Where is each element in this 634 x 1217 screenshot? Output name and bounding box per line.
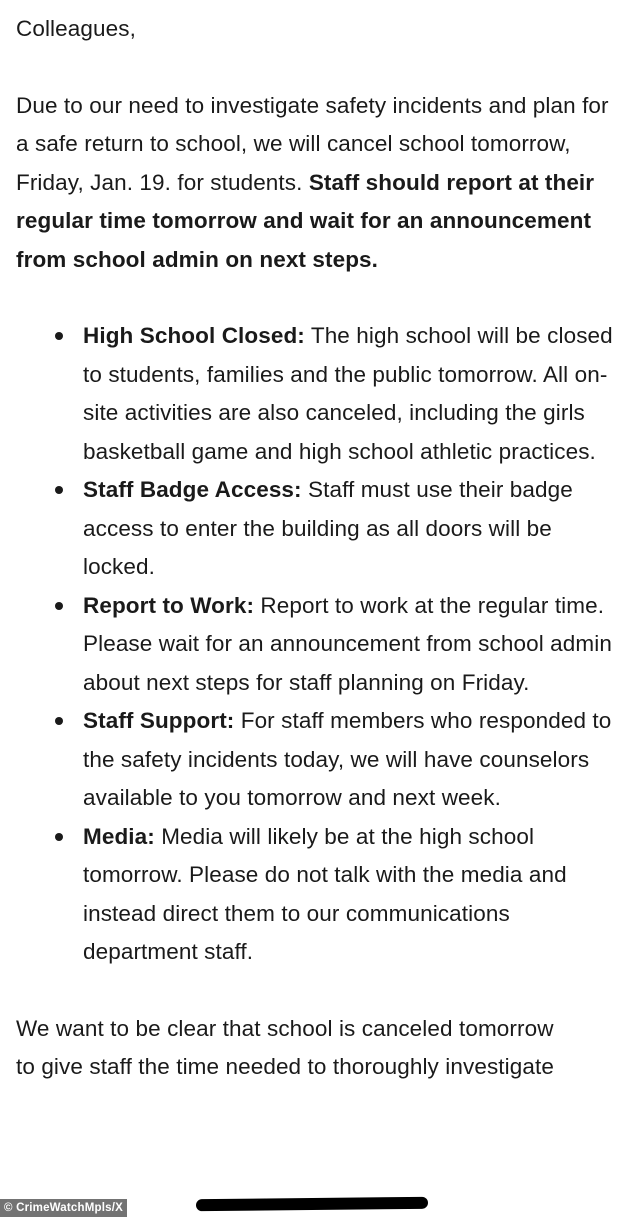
greeting: Colleagues, bbox=[16, 16, 136, 41]
bullet-heading: Report to Work: bbox=[83, 592, 255, 618]
bullet-heading: Staff Support: bbox=[83, 708, 235, 733]
letter-body bbox=[16, 0, 620, 1087]
bullet-heading: Media: bbox=[83, 823, 155, 849]
list-item bbox=[16, 702, 620, 818]
bullet-heading: High School Closed: bbox=[83, 323, 305, 348]
list-item bbox=[16, 818, 620, 972]
bullet-list bbox=[16, 317, 620, 972]
intro-bold-text: Staff should report at their regular time tomorrow and wait for an announcement from school admin on next steps. bbox=[16, 169, 595, 272]
bullet-heading: Staff Badge Access: bbox=[83, 477, 302, 502]
bullet-icon bbox=[55, 602, 63, 610]
closing-line-2: to give staff the time needed to thoroughly investigate bbox=[16, 1054, 554, 1079]
closing-paragraph bbox=[16, 1010, 620, 1087]
bullet-icon bbox=[55, 833, 63, 841]
bullet-icon bbox=[55, 717, 63, 725]
intro-paragraph bbox=[16, 87, 620, 280]
bullet-text: For staff members who responded to the safety incidents today, we will have counselors available to you tomorrow and next week. bbox=[83, 708, 612, 810]
bullet-icon bbox=[55, 332, 63, 340]
intro-text: Due to our need to investigate safety incidents and plan for a safe return to school, we will cancel school tomorrow, Friday, Jan. 19. for students. bbox=[16, 92, 609, 195]
redaction-mark bbox=[196, 1197, 428, 1211]
bullet-text: Staff must use their badge access to enter the building as all doors will be locked. bbox=[83, 477, 573, 579]
closing-line-1: We want to be clear that school is canceled tomorrow bbox=[16, 1015, 554, 1041]
bullet-icon bbox=[55, 486, 63, 494]
list-item bbox=[16, 587, 620, 703]
list-item bbox=[16, 471, 620, 587]
bullet-text: Report to work at the regular time. Please wait for an announcement from school admin about next steps for staff planning on Friday. bbox=[83, 592, 612, 695]
photo-credit: © CrimeWatchMpls/X bbox=[0, 1199, 127, 1217]
list-item bbox=[16, 317, 620, 471]
bullet-text: Media will likely be at the high school tomorrow. Please do not talk with the media and instead direct them to our communications department staff. bbox=[83, 823, 567, 964]
bullet-text: The high school will be closed to students, families and the public tomorrow. All on-site activities are also canceled, including the girls basketball game and high school athletic practices. bbox=[83, 323, 613, 464]
